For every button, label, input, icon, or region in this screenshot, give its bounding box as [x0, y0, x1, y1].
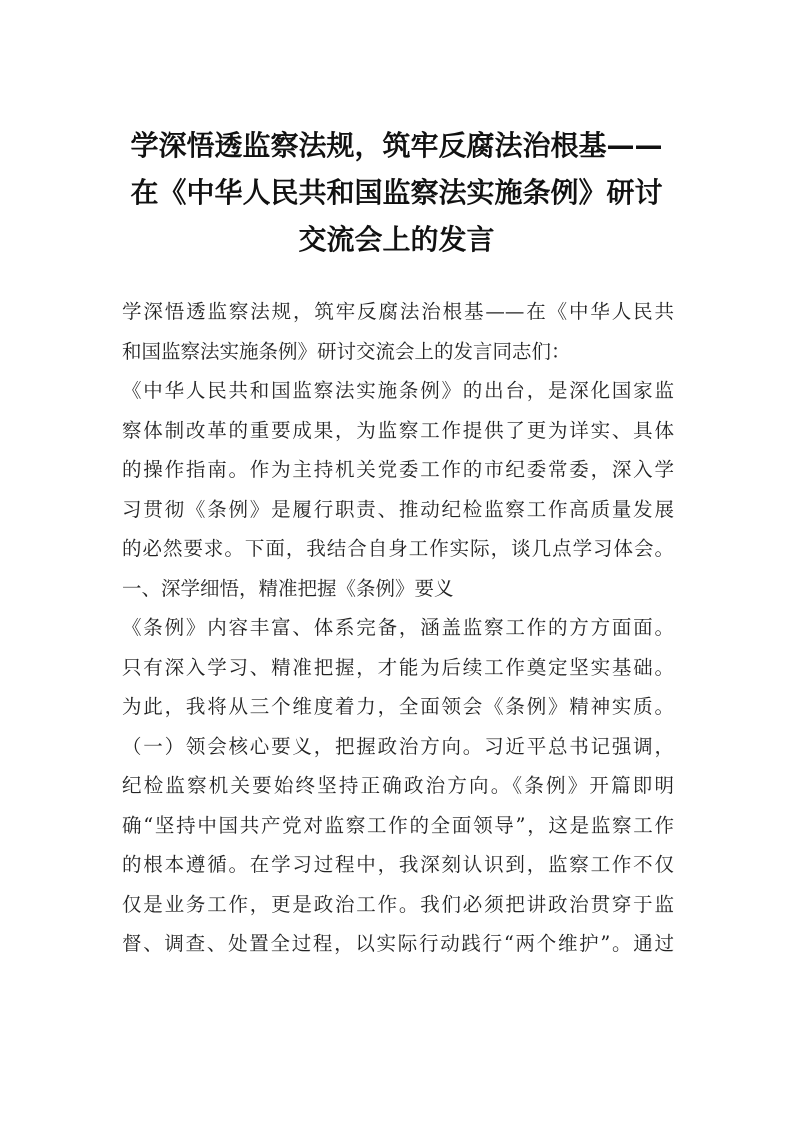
body-line: 督、调查、处置全过程，以实际行动践行“两个维护”。通过: [122, 932, 674, 955]
body-line: 的根本遵循。在学习过程中，我深刻认识到，监察工作不仅: [122, 853, 674, 876]
title-line: 在《中华人民共和国监察法实施条例》研讨: [130, 176, 663, 209]
body-line: 只有深入学习、精准把握，才能为后续工作奠定坚实基础。: [122, 655, 674, 679]
body-line: （一）领会核心要义，把握政治方向。习近平总书记强调，: [122, 734, 674, 758]
body-line: 纪检监察机关要始终坚持正确政治方向。《条例》开篇即明: [122, 774, 674, 797]
body-line: 的必然要求。下面，我结合自身工作实际，谈几点学习体会。: [122, 537, 674, 560]
body-line: 的操作指南。作为主持机关党委工作的市纪委常委，深入学: [122, 458, 674, 481]
body-line: 和国监察法实施条例》研讨交流会上的发言同志们：: [122, 339, 571, 363]
body-line: 仅是业务工作，更是政治工作。我们必须把讲政治贯穿于监: [122, 892, 674, 916]
body-line: 学深悟透监察法规，筑牢反腐法治根基——在《中华人民共: [122, 300, 674, 323]
title-line: 学深悟透监察法规，筑牢反腐法治根基——: [130, 129, 663, 162]
body-line: 确“坚持中国共产党对监察工作的全面领导”，这是监察工作: [122, 813, 674, 837]
body-line: 习贯彻《条例》是履行职责、推动纪检监察工作高质量发展: [122, 497, 674, 521]
document-title: [100, 122, 693, 263]
document-body: [122, 292, 674, 964]
section-heading: 一、深学细悟，精准把握《条例》要义: [122, 576, 454, 600]
body-line: 《中华人民共和国监察法实施条例》的出台，是深化国家监: [122, 379, 674, 402]
body-line: 为此，我将从三个维度着力，全面领会《条例》精神实质。: [122, 695, 674, 718]
body-line: 察体制改革的重要成果，为监察工作提供了更为详实、具体: [122, 418, 674, 442]
body-line: 《条例》内容丰富、体系完备，涵盖监察工作的方方面面。: [122, 616, 674, 639]
title-line: 交流会上的发言: [298, 223, 495, 256]
